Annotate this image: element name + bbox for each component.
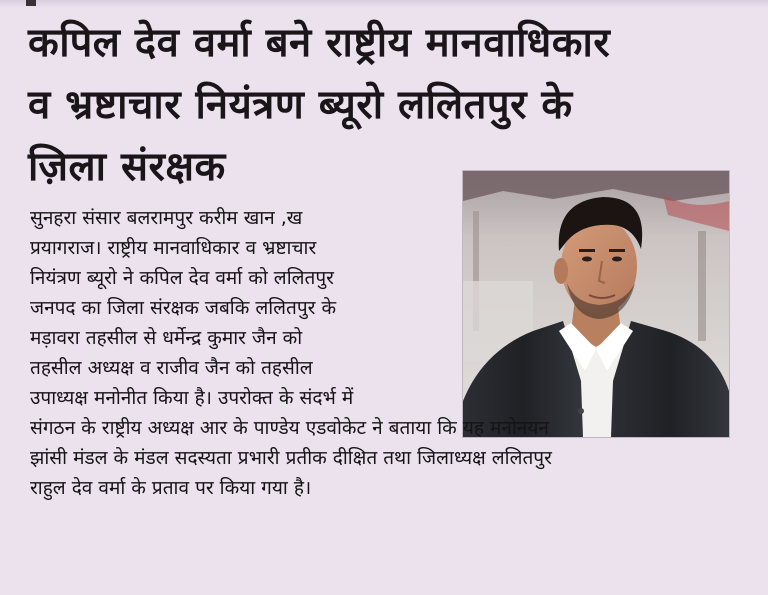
portrait-photo	[462, 170, 730, 438]
column-marker	[26, 0, 36, 6]
article-line-2: प्रयागराज। राष्ट्रीय मानवाधिकार व भ्रष्टाचार	[30, 237, 317, 259]
article-line-4: जनपद का जिला संरक्षक जबकि ललितपुर के	[30, 297, 337, 319]
article-line-9: झांसी मंडल के मंडल सदस्यता प्रभारी प्रतीक दीक्षित तथा जिलाध्यक्ष ललितपुर	[30, 447, 552, 469]
article-line-10: राहुल देव वर्मा के प्रताव पर किया गया है।	[30, 477, 312, 499]
headline-line-3: ज़िला संरक्षक	[28, 144, 226, 190]
article-line-7: उपाध्यक्ष मनोनीत किया है। उपरोक्त के संदर्भ में	[30, 387, 354, 409]
article-line-8: संगठन के राष्ट्रीय अध्यक्ष आर के पाण्डेय एडवोकेट ने बताया कि यह मनोनयन	[30, 417, 549, 439]
clipping-top-edge	[0, 0, 768, 8]
portrait-photo-image	[463, 171, 729, 437]
article-line-6: तहसील अध्यक्ष व राजीव जैन को तहसील	[30, 357, 313, 379]
article-line-3: नियंत्रण ब्यूरो ने कपिल देव वर्मा को ललितपुर	[30, 267, 334, 289]
headline-line-1: कपिल देव वर्मा बने राष्ट्रीय मानवाधिकार	[28, 20, 611, 66]
article-line-1: सुनहरा संसार बलरामपुर करीम खान ,ख	[30, 207, 303, 229]
headline-line-2: व भ्रष्टाचार नियंत्रण ब्यूरो ललितपुर के	[28, 82, 573, 128]
article-line-5: मड़ावरा तहसील से धर्मेन्द्र कुमार जैन को	[30, 327, 303, 349]
